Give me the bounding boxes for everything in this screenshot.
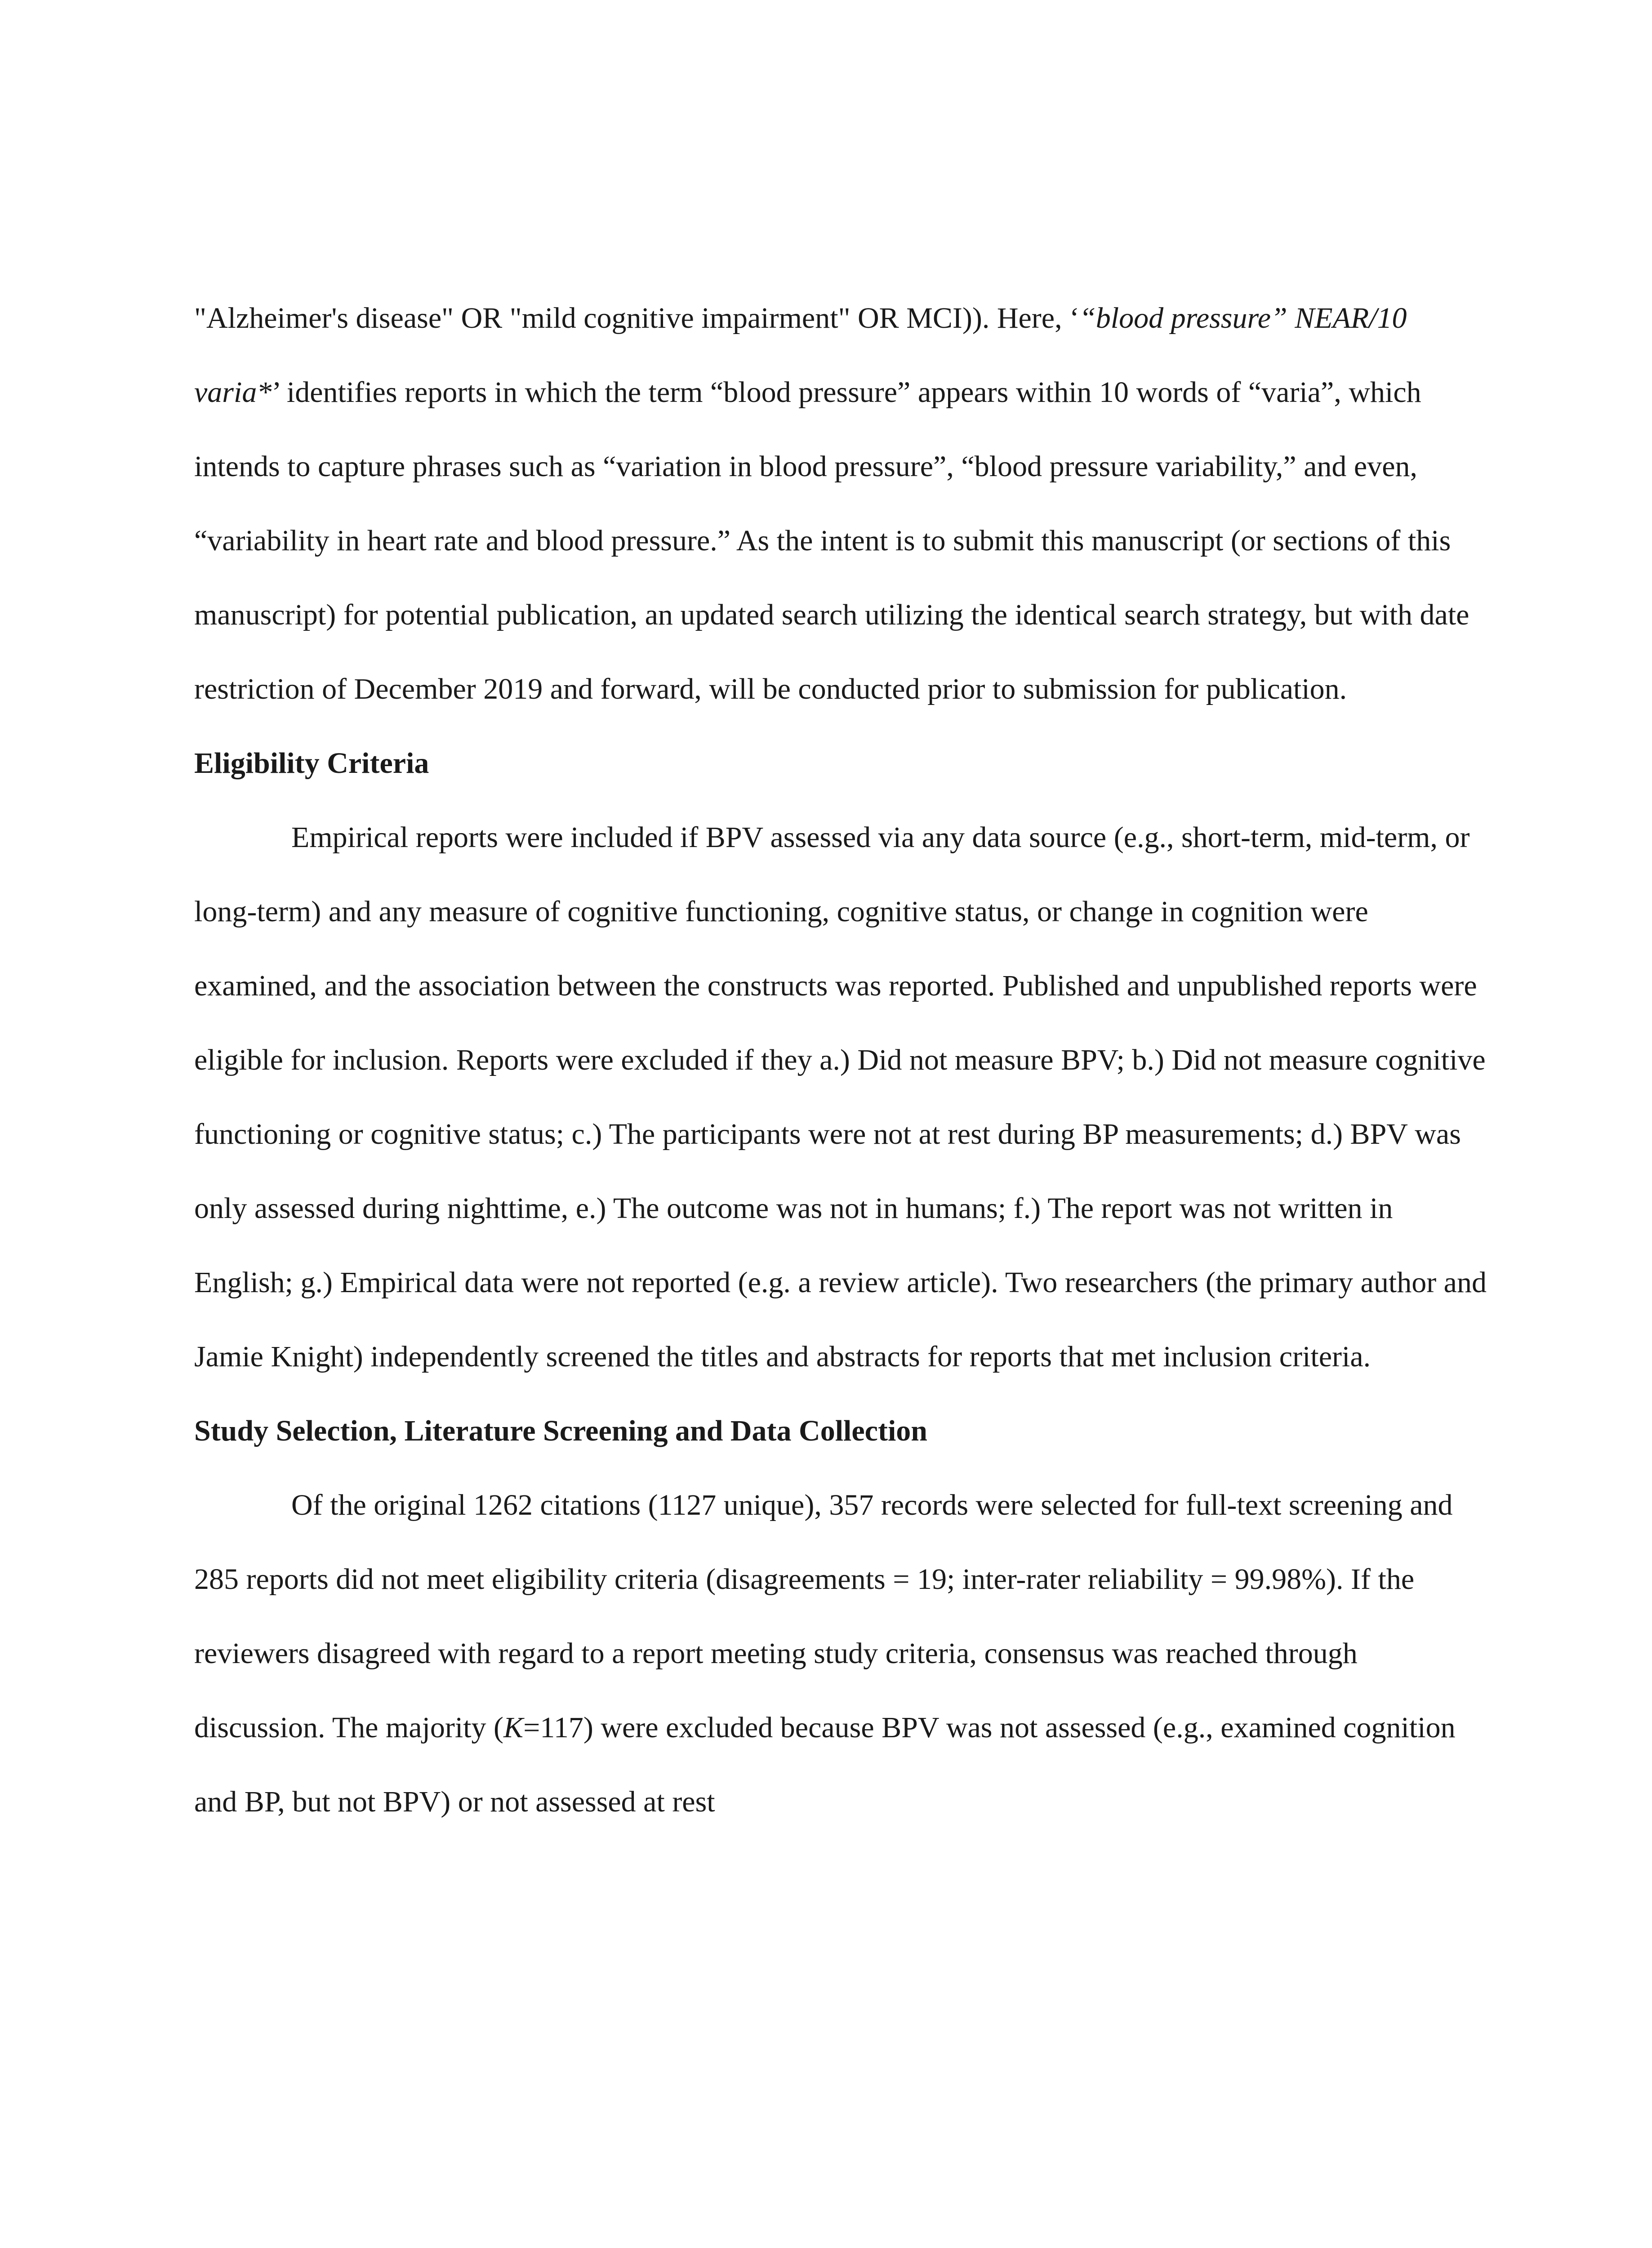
paragraph-text: ’ identifies reports in which the term “blood pressure” appears within 10 words of “varia”, which intends to capture phrases such as “variation in blood pressure”, “blood pressure variability,” and even, “variability in heart rate and blood pressure.” As the intent is to submit this manuscript (or sections of this manuscript) for potential publication, an updated search utilizing the identical search strategy, but with date restriction of December 2019 and forward, will be conducted prior to submission for publication. bbox=[194, 376, 1469, 705]
paragraph-study-selection bbox=[194, 1468, 1489, 1839]
paragraph-text: Of the original 1262 citations (1127 unique), 357 records were selected for full-text screening and 285 reports did not meet eligibility criteria (disagreements = 19; inter-rater reliability = 99.98%). If the reviewers disagreed with regard to a report meeting study criteria, consensus was reached through discussion. The majority ( bbox=[194, 1489, 1453, 1744]
section-heading-eligibility: Eligibility Criteria bbox=[194, 747, 429, 780]
paragraph-search-strategy bbox=[194, 281, 1489, 726]
paragraph-italic-text: K bbox=[503, 1711, 524, 1744]
section-heading-study-selection: Study Selection, Literature Screening and Data Collection bbox=[194, 1414, 927, 1447]
paragraph-eligibility: Empirical reports were included if BPV assessed via any data source (e.g., short-term, mid-term, or long-term) and any measure of cognitive functioning, cognitive status, or change in cognition were examined, and the association between the constructs was reported. Published and unpublished reports were eligible for inclusion. Reports were excluded if they a.) Did not measure BPV; b.) Did not measure cognitive functioning or cognitive status; c.) The participants were not at rest during BP measurements; d.) BPV was only assessed during nighttime, e.) The outcome was not in humans; f.) The report was not written in English; g.) Empirical data were not reported (e.g. a review article). Two researchers (the primary author and Jamie Knight) independently screened the titles and abstracts for reports that met inclusion criteria. bbox=[194, 821, 1487, 1373]
body-text bbox=[194, 281, 1489, 1839]
paragraph-text: =117) were excluded because BPV was not assessed (e.g., examined cognition and BP, but not BPV) or not assessed at rest bbox=[194, 1711, 1456, 1818]
paragraph-italic-text: “blood pressure” NEAR/10 varia* bbox=[194, 302, 1407, 409]
paragraph-text: "Alzheimer's disease" OR "mild cognitive impairment" OR MCI)). Here, ‘ bbox=[194, 302, 1080, 335]
